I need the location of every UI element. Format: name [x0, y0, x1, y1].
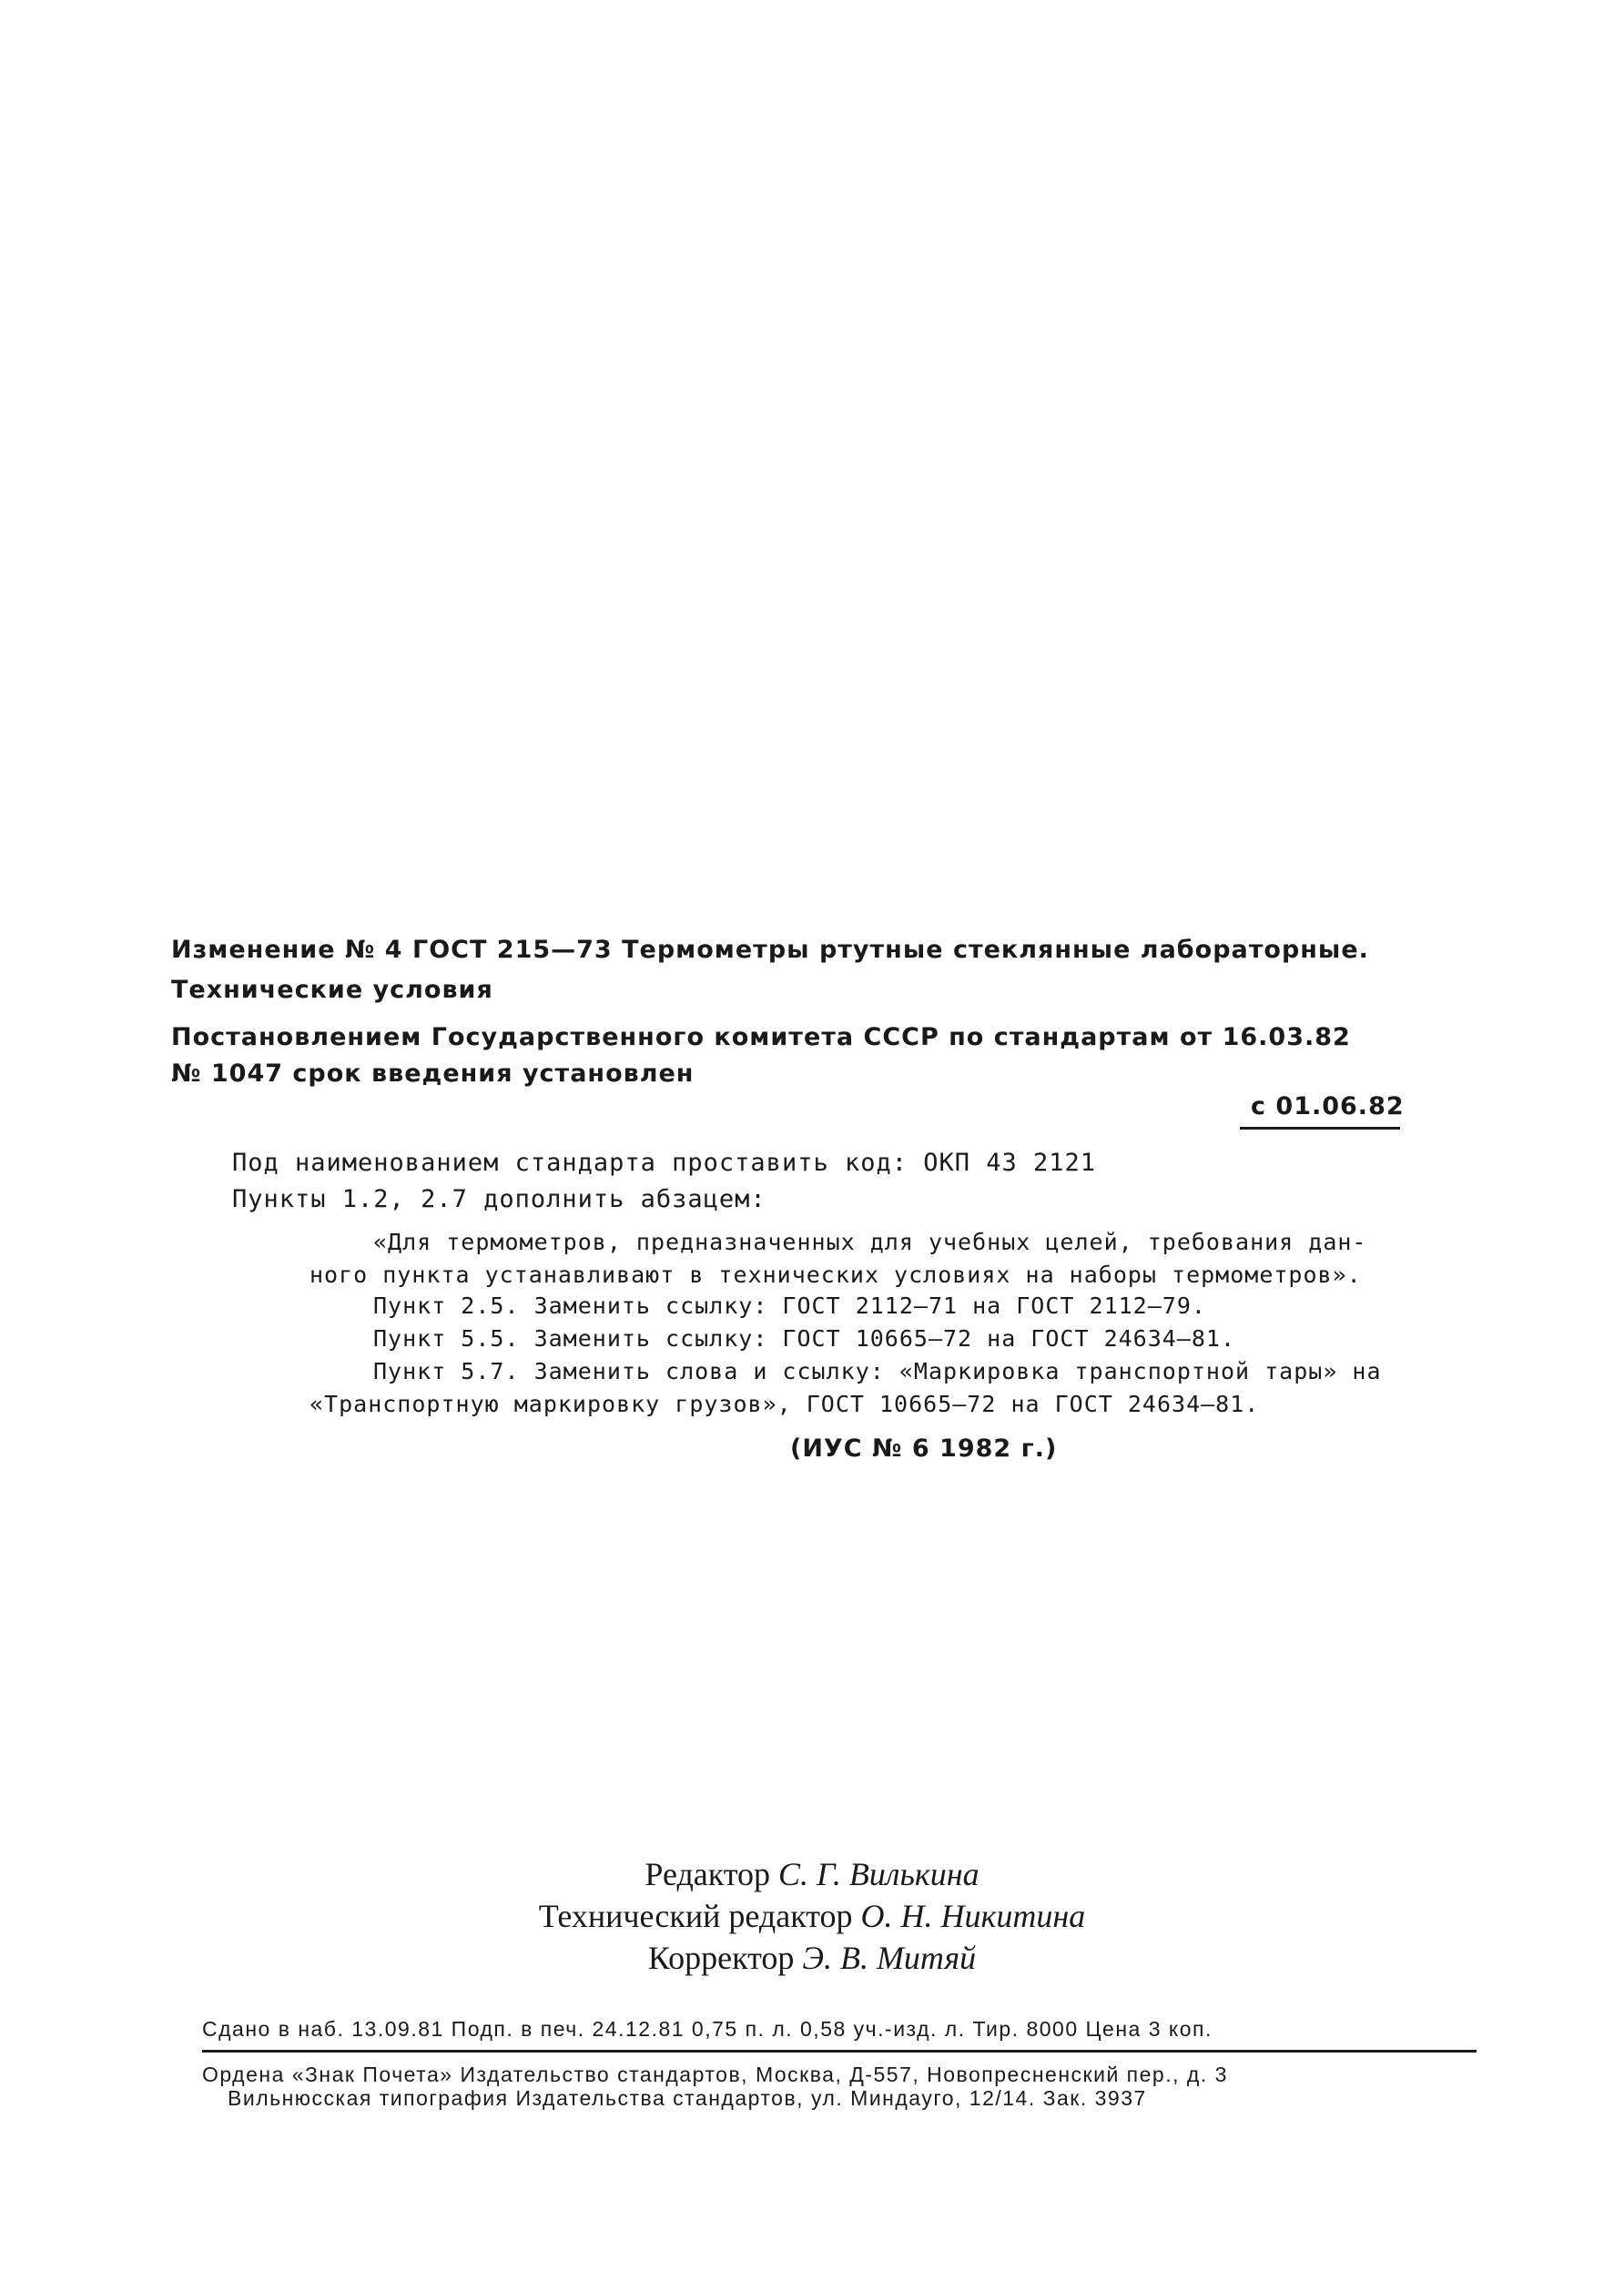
print-info: Сдано в наб. 13.09.81 Подп. в печ. 24.12.81 0,75 п. л. 0,58 уч.-изд. л. Тир. 8000 Цена 3 коп. [202, 2017, 1213, 2041]
publisher-line2: Вильнюсская типография Издательства стандартов, ул. Миндауго, 12/14. Зак. 3937 [228, 2086, 1147, 2110]
editor-name: С. Г. Вилькина [778, 1856, 979, 1892]
body-line2: Пункты 1.2, 2.7 дополнить абзацем: [232, 1185, 766, 1213]
effective-date: с 01.06.82 [1251, 1092, 1405, 1120]
amendment-title-line1: Изменение № 4 ГОСТ 215—73 Термометры ртутные стеклянные лабораторные. [171, 936, 1369, 964]
body-line5: Пункт 2.5. Заменить ссылку: ГОСТ 2112—71 на ГОСТ 2112—79. [373, 1293, 1206, 1319]
body-line4: ного пункта устанавливают в технических условиях на наборы термометров». [310, 1262, 1362, 1288]
corrector-role: Корректор [647, 1940, 795, 1976]
corrector-credit [0, 1939, 1624, 1977]
source-reference: (ИУС № 6 1982 г.) [790, 1434, 1058, 1463]
body-line7: Пункт 5.7. Заменить слова и ссылку: «Маркировка транспортной тары» на [373, 1358, 1382, 1384]
body-line3: «Для термометров, предназначенных для учебных целей, требования дан- [373, 1229, 1367, 1255]
date-underline [1240, 1127, 1400, 1130]
decree-line2: № 1047 срок введения установлен [171, 1059, 695, 1088]
body-line1: Под наименованием стандарта проставить код: ОКП 43 2121 [232, 1149, 1097, 1177]
editor-role: Редактор [645, 1856, 771, 1892]
tech-editor-role: Технический редактор [538, 1898, 853, 1934]
body-line6: Пункт 5.5. Заменить ссылку: ГОСТ 10665—72 на ГОСТ 24634—81. [373, 1325, 1236, 1352]
corrector-name: Э. В. Митяй [802, 1940, 977, 1976]
tech-editor-name: О. Н. Никитина [860, 1898, 1086, 1934]
publisher-line1: Ордена «Знак Почета» Издательство стандартов, Москва, Д-557, Новопресненский пер., д. 3 [202, 2063, 1228, 2086]
decree-line1: Постановлением Государственного комитета СССР по стандартам от 16.03.82 [171, 1023, 1351, 1051]
amendment-title-line2: Технические условия [171, 976, 493, 1004]
body-line8: «Транспортную маркировку грузов», ГОСТ 10665—72 на ГОСТ 24634—81. [310, 1391, 1260, 1417]
tech-editor-credit [0, 1897, 1624, 1935]
imprint-divider [202, 2050, 1477, 2053]
editor-credit [0, 1855, 1624, 1893]
